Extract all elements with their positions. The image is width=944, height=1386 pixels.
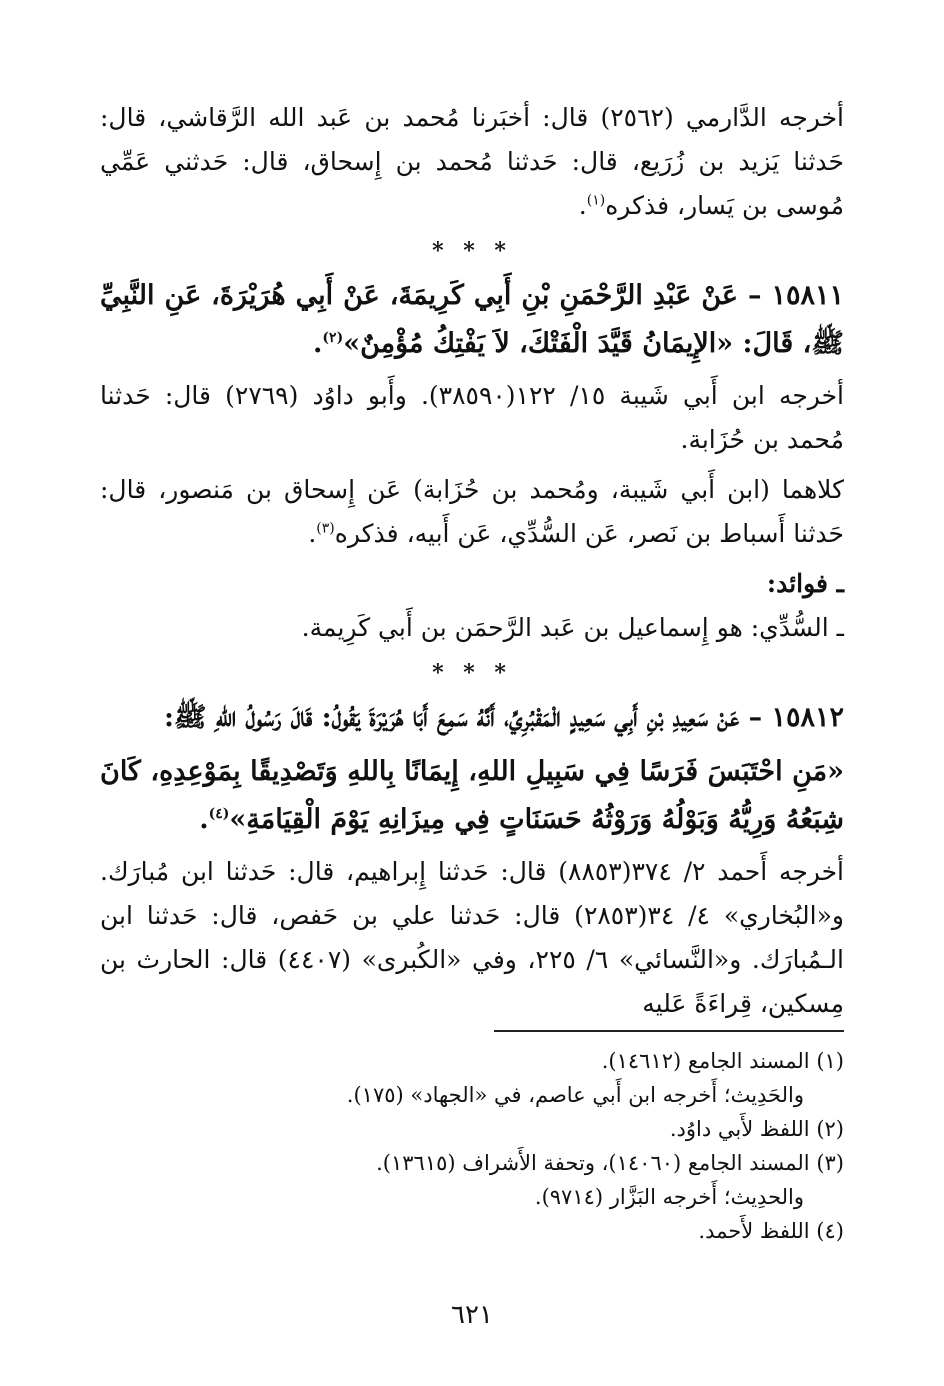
footnote-1-continuation: والحَدِيث؛ أَخرجه ابن أَبي عاصم، في «الجهاد» (١٧٥).	[346, 1083, 804, 1107]
hadith-text: ١٥٨١٢ – عَنْ سَعِيدِ بْنِ أَبِي سَعِيدٍ الْمَقْبُرِيِّ، أَنَّهُ سَمِعَ أَبَا هُرَيْرَةَ يَقُولُ: قَالَ رَسُولُ اللهِ ﷺ:	[163, 702, 844, 733]
paragraph-text: كلاهما (ابن أَبي شَيبة، ومُحمد بن حُزَابة) عَن إِسحاق بن مَنصور، قال: حَدثنا أَسباط بن نَصر، عَن السُّدِّي، عَن أَبيه، فذكره	[100, 475, 844, 548]
takhrij-paragraph: أخرجه الدَّارمي (٢٥٦٢) قال: أخبَرنا مُحمد بن عَبد الله الرَّقاشي، قال: حَدثنا يَزيد بن زُرَيع، قال: حَدثنا مُحمد بن إِسحاق، قال: حَدثني عَمِّي مُوسى بن يَسار، فذكره$^{(١)}$.	[100, 103, 844, 220]
paragraph-text: أخرجه ابن أَبي شَيبة ١٥/ ١٢٢(٣٨٥٩٠). وأَبو داوُد (٢٧٦٩) قال: حَدثنا مُحمد بن حُزَابة.	[100, 381, 844, 454]
hadith-text: «مَنِ احْتَبَسَ فَرَسًا فِي سَبِيلِ اللهِ، إِيمَانًا بِاللهِ وَتَصْدِيقًا بِمَوْعِدِهِ، كَانَ شِبَعُهُ وَرِيُّهُ وَبَوْلُهُ وَرَوْثُهُ حَسَنَاتٍ فِي مِيزَانِهِ يَوْمَ الْقِيَامَةِ»	[100, 756, 844, 835]
section-separator: * * *	[432, 660, 512, 686]
paragraph-text: أخرجه أَحمد ٢/ ٣٧٤(٨٨٥٣) قال: حَدثنا إِبراهيم، قال: حَدثنا ابن مُبارَك. و«البُخاري» ٤/ ٣٤(٢٨٥٣) قال: حَدثنا علي بن حَفص، قال: حَدثنا ابن الـمُبارَك. و«النَّسائي» ٦/ ٢٢٥، وفي «الكُبرى» (٤٤٠٧) قال: الحارث بن مِسكين، قِراءَةً عَليه	[100, 857, 844, 1018]
paragraph-text: أخرجه الدَّارمي (٢٥٦٢) قال: أخبَرنا مُحمد بن عَبد الله الرَّقاشي، قال: حَدثنا يَزيد بن زُرَيع، قال: حَدثنا مُحمد بن إِسحاق، قال: حَدثني عَمِّي مُوسى بن يَسار، فذكره	[100, 103, 844, 220]
footnote-ref: (٢)	[322, 330, 344, 346]
footnote-1: (١) المسند الجامع (١٤٦١٢).	[601, 1049, 844, 1073]
main-text	[100, 96, 844, 1026]
hadith-15811: ١٥٨١١ – عَنْ عَبْدِ الرَّحْمَنِ بْنِ أَبِي كَرِيمَةَ، عَنْ أَبِي هُرَيْرَةَ، عَنِ النَّبِيِّ ﷺ، قَالَ: «الإِيمَانُ قَيَّدَ الْفَتْكَ، لاَ يَفْتِكُ مُؤْمِنٌ»$^{(٢)}$.	[100, 280, 844, 359]
takhrij-paragraph	[100, 374, 844, 462]
footnote-ref: (١)	[586, 192, 606, 209]
paragraph-text: ـ السُّدِّي: هو إِسماعيل بن عَبد الرَّحمَن بن أَبي كَرِيمة.	[301, 613, 844, 642]
hadith-15812-isnad	[100, 694, 844, 742]
takhrij-paragraph	[100, 850, 844, 1026]
footnote-divider	[494, 1030, 844, 1032]
fawaid-paragraph	[100, 606, 844, 650]
hadith-text: ١٥٨١١ – عَنْ عَبْدِ الرَّحْمَنِ بْنِ أَبِي كَرِيمَةَ، عَنْ أَبِي هُرَيْرَةَ، عَنِ النَّبِيِّ ﷺ، قَالَ: «الإِيمَانُ قَيَّدَ الْفَتْكَ، لاَ يَفْتِكُ مُؤْمِنٌ»	[100, 280, 844, 359]
footnote-2: (٢) اللفظ لأَبي داوُد.	[669, 1117, 844, 1141]
footnote-ref: (٤)	[208, 806, 230, 822]
section-separator: * * *	[432, 238, 512, 264]
footnote-4: (٤) اللفظ لأَحمد.	[698, 1219, 844, 1243]
fawaid-heading: ـ فوائد:	[766, 569, 844, 598]
footnote-3: (٣) المسند الجامع (١٤٠٦٠)، وتحفة الأَشراف (١٣٦١٥).	[376, 1151, 844, 1175]
footnote-ref: (٣)	[316, 520, 335, 537]
hadith-15812-matn: «مَنِ احْتَبَسَ فَرَسًا فِي سَبِيلِ اللهِ، إِيمَانًا بِاللهِ وَتَصْدِيقًا بِمَوْعِدِهِ، كَانَ شِبَعُهُ وَرِيُّهُ وَبَوْلُهُ وَرَوْثُهُ حَسَنَاتٍ فِي مِيزَانِهِ يَوْمَ الْقِيَامَةِ»$^{(٤)}$.	[100, 756, 844, 835]
takhrij-paragraph: كلاهما (ابن أَبي شَيبة، ومُحمد بن حُزَابة) عَن إِسحاق بن مَنصور، قال: حَدثنا أَسباط بن نَصر، عَن السُّدِّي، عَن أَبيه، فذكره$^{(٣)}$.	[100, 475, 844, 548]
footnotes	[100, 1044, 844, 1248]
page-number: ٦٢١	[451, 1300, 493, 1330]
footnote-3-continuation: والحدِيث؛ أَخرجه البَزَّار (٩٧١٤).	[534, 1185, 804, 1209]
